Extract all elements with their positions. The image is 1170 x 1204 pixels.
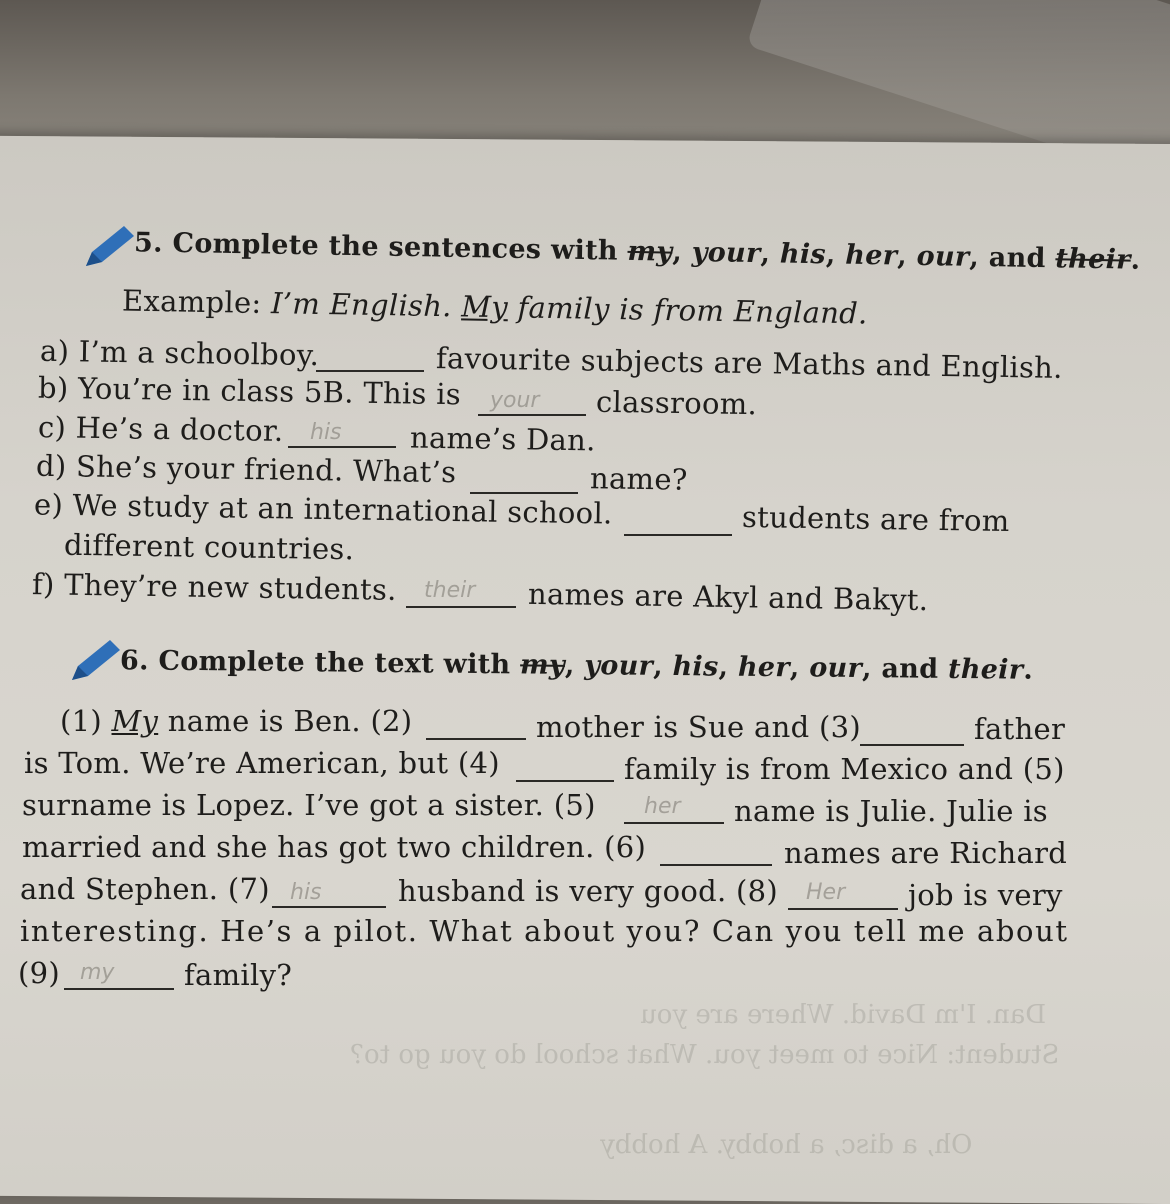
blank-a[interactable] bbox=[316, 370, 424, 372]
ex6-line5-a: and Stephen. (7) bbox=[20, 872, 270, 906]
pencil-answer: my bbox=[80, 960, 115, 985]
blank-5[interactable] bbox=[624, 822, 724, 824]
ex6-line6: interesting. He’s a pilot. What about you? Can you tell me about bbox=[20, 914, 1069, 948]
ex5-item-b-end: classroom. bbox=[595, 384, 758, 422]
ex6-line5-c: job is very bbox=[908, 878, 1063, 912]
blank-7[interactable] bbox=[272, 906, 386, 908]
pencil-answer: her bbox=[644, 794, 681, 819]
ex5-item-f: f) They’re new students. bbox=[31, 567, 397, 607]
pencil-answer: your bbox=[490, 388, 540, 413]
ex5-item-d: d) She’s your friend. What’s bbox=[35, 448, 457, 490]
ex5-item-c: c) He’s a doctor. bbox=[37, 410, 284, 448]
ex6-line3-a: surname is Lopez. I’ve got a sister. (5) bbox=[22, 788, 596, 822]
pencil-answer: his bbox=[310, 420, 342, 445]
blank-6[interactable] bbox=[660, 864, 772, 866]
ex6-line2-b: family is from Mexico and (5) bbox=[624, 752, 1065, 786]
pencil-answer: Her bbox=[806, 880, 846, 905]
ex6-line1-a: (1) My name is Ben. (2) bbox=[60, 704, 413, 738]
ex6-line7-b: family? bbox=[184, 958, 293, 992]
pencil-answer: his bbox=[290, 880, 322, 905]
blank-8[interactable] bbox=[788, 908, 898, 910]
ex5-item-e-mid: students are from bbox=[741, 499, 1010, 539]
bleed-through: Dan. I'm David. Where are you bbox=[640, 1000, 1047, 1030]
blank-c[interactable] bbox=[288, 446, 396, 448]
ex6-line1-d: father bbox=[974, 712, 1066, 746]
ex5-item-e-end: different countries. bbox=[63, 527, 355, 567]
pencil-icon bbox=[80, 222, 138, 270]
ex6-line7-a: (9) bbox=[18, 956, 60, 990]
pencil-icon bbox=[66, 636, 124, 684]
ex6-line3-b: name is Julie. Julie is bbox=[734, 794, 1048, 828]
ex6-line5-b: husband is very good. (8) bbox=[398, 874, 778, 908]
blank-f[interactable] bbox=[406, 606, 516, 608]
blank-4[interactable] bbox=[516, 780, 614, 782]
ex5-item-f-end: names are Akyl and Bakyt. bbox=[527, 576, 929, 618]
ex6-title: 6. Complete the text with my, your, his, her, our, and their. bbox=[119, 645, 1034, 686]
blank-9[interactable] bbox=[64, 988, 174, 990]
ex5-item-e: e) We study at an international school. bbox=[33, 487, 613, 531]
ex6-line4-b: names are Richard bbox=[784, 836, 1068, 870]
ex5-item-a: a) I’m a schoolboy. bbox=[39, 333, 320, 373]
bleed-through: Student: Nice to meet you. What school do you go to? bbox=[350, 1040, 1060, 1070]
ex6-line4-a: married and she has got two children. (6) bbox=[22, 830, 647, 864]
ex5-item-d-end: name? bbox=[589, 461, 688, 497]
ex5-item-c-end: name’s Dan. bbox=[409, 420, 596, 458]
blank-2[interactable] bbox=[426, 738, 526, 740]
blank-3[interactable] bbox=[860, 744, 964, 746]
pencil-answer: their bbox=[424, 578, 476, 603]
blank-e[interactable] bbox=[624, 534, 732, 536]
blank-b[interactable] bbox=[478, 414, 586, 416]
ex5-title: 5. Complete the sentences with my, your, his, her, our, and their. bbox=[133, 227, 1141, 276]
ex5-item-a-end: favourite subjects are Maths and English. bbox=[435, 341, 1063, 385]
ex5-item-b: b) You’re in class 5B. This is bbox=[37, 370, 462, 412]
bleed-through: Oh, a disc, a hobby. A hobby bbox=[600, 1130, 973, 1160]
ex5-example: Example: I’m English. My family is from England. bbox=[121, 283, 868, 331]
ex6-line2-a: is Tom. We’re American, but (4) bbox=[24, 746, 500, 780]
ex6-line1-c: mother is Sue and (3) bbox=[536, 710, 861, 744]
